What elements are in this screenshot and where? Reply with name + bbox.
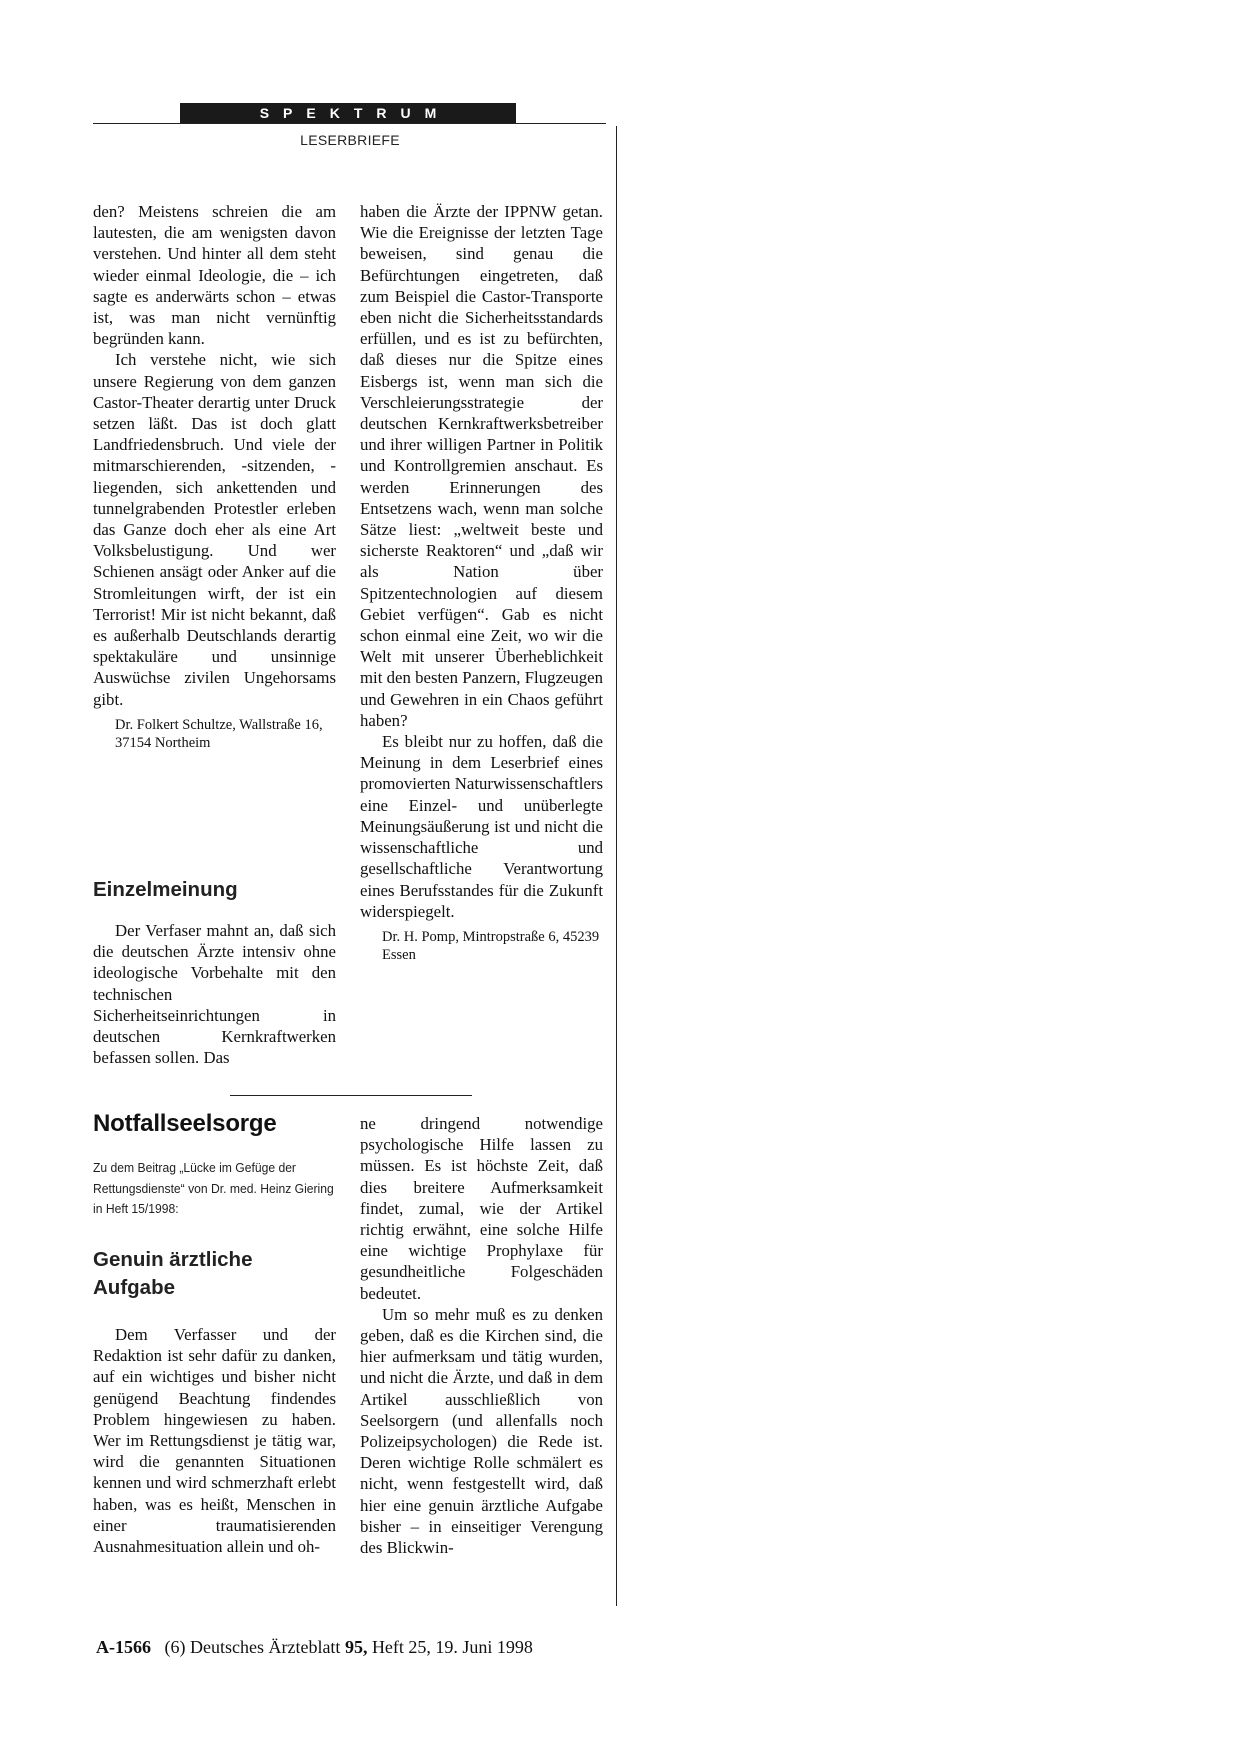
article-column-1 bbox=[93, 1324, 336, 1557]
article-title: Notfallseelsorge bbox=[93, 1110, 277, 1137]
article-column-2 bbox=[360, 1113, 603, 1558]
footer-volume: 95, bbox=[344, 1637, 368, 1657]
letter2-paragraph-1: Der Verfaser mahnt an, daß sich die deutschen Ärzte intensiv ohne ideologische Vorbehalte mit den technischen Sicherheitseinrichtungen in deutschen Kernkraftwerken befassen sollen. Das bbox=[93, 921, 336, 1068]
letter1-paragraph-2: Ich verstehe nicht, wie sich unsere Regierung von dem ganzen Castor-Theater derartig unter Druck setzen läßt. Das ist doch glatt Landfriedensbruch. Und viele der mitmarschierenden, -sitzenden, -liegenden, sich ankettenden und tunnelgrabenden Protestler erleben das Ganze doch eher als eine Art Volksbelustigung. Und wer Schienen ansägt oder Anker auf die Stromleitungen wirft, der ist ein Terrorist! Mir ist nicht bekannt, daß es außerhalb Deutschlands derartig spektakuläre und unsinnige Auswüchse zivilen Ungehorsams gibt. bbox=[93, 350, 336, 709]
article-subheading: Genuin ärztliche Aufgabe bbox=[93, 1248, 253, 1299]
section-banner: SPEKTRUM bbox=[180, 103, 516, 123]
section-label: LESERBRIEFE bbox=[300, 132, 400, 148]
letter2-heading: Einzelmeinung bbox=[93, 878, 238, 901]
letter2-paragraph-2: haben die Ärzte der IPPNW getan. Wie die Ereignisse der letzten Tage beweisen, sind genau die Befürchtungen eingetreten, daß zum Beispiel die Castor-Transporte eben nicht die Sicherheitsstandards erfüllen, und es ist zu befürchten, daß dieses nur die Spitze eines Eisbergs ist, wenn man sich die Verschleierungsstrategie der deutschen Kernkraftwerksbetreiber und ihrer willigen Partner in Politik und Kontrollgremien anschaut. Es werden Erinnerungen des Entsetzens wach, wenn man solche Sätze liest: „weltweit beste und sicherste Reaktoren“ und „daß wir als Nation über Spitzentechnologien auf diesem Gebiet verfügen“. Gab es nicht schon einmal eine Zeit, wo wir die Welt mit unserer Überheblichkeit mit den besten Panzern, Flugzeugen und Gewehren in ein Chaos geführt haben? bbox=[360, 202, 603, 730]
letter1-column bbox=[93, 201, 336, 752]
letter2-signature: Dr. H. Pomp, Mintropstraße 6, 45239 Essen bbox=[382, 928, 600, 963]
letter1-paragraph-1: den? Meistens schreien die am lautesten, die am wenigsten davon verstehen. Und hinter all dem steht wieder einmal Ideologie, die – ich sagte es anderwärts schon – etwas ist, was man nicht vernünftig begründen kann. bbox=[93, 202, 336, 349]
article-intro: Zu dem Beitrag „Lücke im Gefüge der Rettungsdienste“ von Dr. med. Heinz Giering in Heft 15/1998: bbox=[93, 1160, 334, 1216]
article-paragraph-3: Um so mehr muß es zu denken geben, daß es die Kirchen sind, die hier aufmerksam und tätig wurden, und nicht die Ärzte, und daß in dem Artikel ausschließlich von Seelsorgern (und allenfalls noch Polizeipsychologen) die Rede ist. Deren wichtige Rolle schmälert es nicht, wenn festgestellt wird, daß hier eine genuin ärztliche Aufgabe bisher – in einseitiger Verengung des Blickwin- bbox=[360, 1304, 603, 1558]
page-number: A-1566 bbox=[96, 1637, 151, 1657]
letter2-column-2 bbox=[360, 201, 603, 964]
column-divider-right bbox=[616, 126, 617, 1606]
letter1-signature: Dr. Folkert Schultze, Wallstraße 16, 37154 Northeim bbox=[115, 716, 323, 751]
footer-journal: (6) Deutsches Ärzteblatt bbox=[164, 1637, 341, 1657]
letter2-column-1 bbox=[93, 920, 336, 1068]
header-rule bbox=[93, 123, 606, 124]
letter2-paragraph-3: Es bleibt nur zu hoffen, daß die Meinung in dem Leserbrief eines promovierten Naturwissenschaftlers eine Einzel- und unüberlegte Meinungsäußerung ist und nicht die wissenschaftliche und gesellschaftliche Verantwortung eines Berufsstandes für die Zukunft widerspiegelt. bbox=[360, 732, 603, 921]
article-paragraph-2: ne dringend notwendige psychologische Hilfe lassen zu müssen. Es ist höchste Zeit, daß dies breitere Aufmerksamkeit findet, zumal, wie der Artikel richtig erwähnt, eine solche Hilfe eine wichtige Prophylaxe für gesundheitliche Folgeschäden bedeutet. bbox=[360, 1114, 603, 1303]
article-separator bbox=[230, 1095, 472, 1096]
page-footer bbox=[96, 1637, 533, 1658]
footer-issue: Heft 25, 19. Juni 1998 bbox=[371, 1637, 533, 1657]
article-paragraph-1: Dem Verfasser und der Redaktion ist sehr dafür zu danken, auf ein wichtiges und bisher nicht genügend Beachtung findendes Problem hingewiesen zu haben. Wer im Rettungsdienst je tätig war, wird die genannten Situationen kennen und wird schmerzhaft erlebt haben, was es heißt, Menschen in einer traumatisierenden Ausnahmesituation allein und oh- bbox=[93, 1325, 336, 1557]
